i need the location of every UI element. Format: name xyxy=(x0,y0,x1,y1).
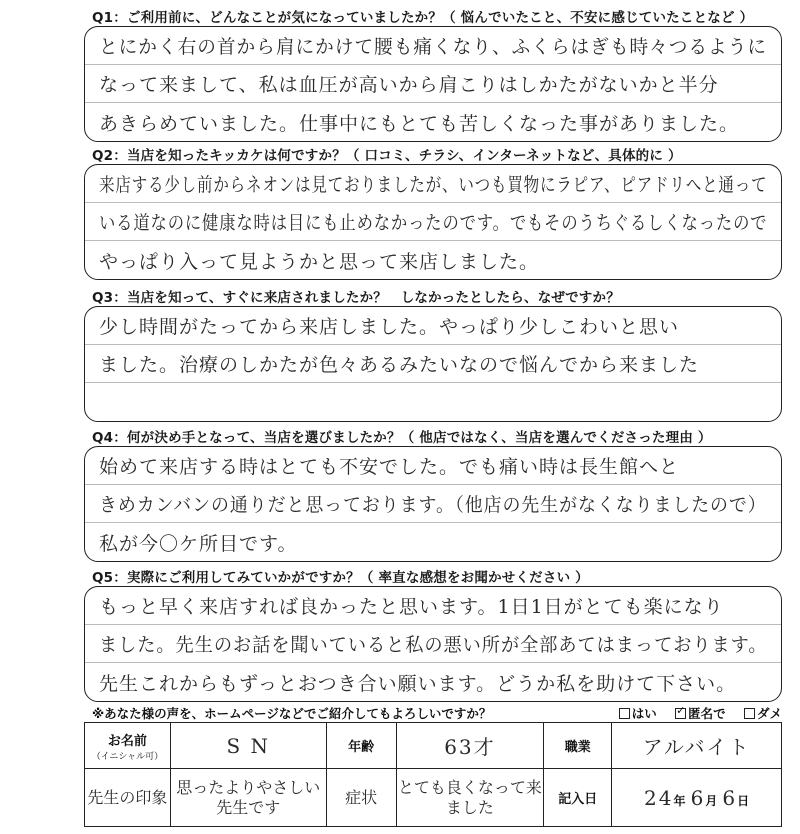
q2-answer-box xyxy=(84,164,782,280)
q5-line-3 xyxy=(85,663,781,701)
q2-label: Q2：当店を知ったキッカケは何ですか？（ 口コミ、チラシ、インターネットなど、具体的に ） xyxy=(92,148,682,164)
q1-line-1 xyxy=(85,27,781,65)
q3-line-2 xyxy=(85,345,781,383)
consent-options xyxy=(605,704,782,722)
info-row-2 xyxy=(85,769,782,827)
date-value xyxy=(612,769,782,827)
q2-line-3 xyxy=(85,241,781,279)
age-label: 年齢 xyxy=(326,723,396,769)
q2-text-1: 来店する少し前からネオンは見ておりましたが、いつも買物にラピア、ピアドリへと通って xyxy=(99,174,768,196)
name-value: S N xyxy=(170,723,326,769)
consent-yes-label: はい xyxy=(631,706,657,721)
name-note: （イニシャル可） xyxy=(91,751,164,762)
impression-value: 思ったよりやさしい先生です xyxy=(170,769,326,827)
date-month: 6 xyxy=(690,785,706,810)
q2-line-2 xyxy=(85,203,781,241)
q1-answer-box xyxy=(84,26,782,142)
consent-anon-label: 匿名で xyxy=(688,706,726,721)
job-value: アルバイト xyxy=(612,723,782,769)
q4-text-1: 始めて来店する時はとても不安でした。でも痛い時は長生館へと xyxy=(99,456,680,478)
impression-label: 先生の印象 xyxy=(85,769,171,827)
q5-text-2: ました。先生のお話を聞いていると私の悪い所が全部あてはまっております。 xyxy=(99,634,768,656)
q4-line-2 xyxy=(85,485,781,523)
checkbox-icon[interactable] xyxy=(744,708,755,719)
q3-line-3 xyxy=(85,383,781,421)
checkbox-icon[interactable] xyxy=(619,708,630,719)
age-value: 63才 xyxy=(396,723,544,769)
q1-text-3: あきらめていました。仕事中にもとても苦しくなった事がありました。 xyxy=(99,112,740,135)
q5-text-3: 先生これからもずっとおつき合い願います。どうか私を助けて下さい。 xyxy=(99,672,737,695)
q4-label: Q4：何が決め手となって、当店を選びましたか？（ 他店ではなく、当店を選んでくださった理由 ） xyxy=(92,430,712,446)
info-row-1 xyxy=(85,723,782,769)
q5-text-1: もっと早く来店すれば良かったと思います。1日1日がとても楽になり xyxy=(99,596,724,618)
q3-answer-box xyxy=(84,306,782,422)
q3-text-2: ました。治療のしかたが色々あるみたいなので悩んでから来ました xyxy=(99,354,700,376)
consent-question: ※あなた様の声を、ホームページなどでご紹介してもよろしいですか？ xyxy=(92,706,492,721)
q4-text-2: きめカンバンの通りだと思っております。（他店の先生がなくなりましたので） xyxy=(99,494,767,516)
q4-line-3 xyxy=(85,523,781,561)
consent-option-yes[interactable] xyxy=(619,706,657,721)
q3-line-1 xyxy=(85,307,781,345)
job-label: 職業 xyxy=(544,723,612,769)
q2-text-2: いる道なのに健康な時は目にも止めなかったのです。でもそのうちぐるしくなったので xyxy=(99,212,768,234)
consent-option-anonymous[interactable] xyxy=(675,706,726,721)
date-month-unit: 月 xyxy=(705,793,718,808)
q1-line-3 xyxy=(85,103,781,141)
name-label: お名前 xyxy=(107,733,147,749)
q2-line-1 xyxy=(85,165,781,203)
consent-option-no[interactable] xyxy=(744,706,782,721)
q5-line-2 xyxy=(85,625,781,663)
q2-text-3: やっぱり入って見ようかと思って来店しました。 xyxy=(99,250,540,273)
date-day-unit: 日 xyxy=(737,793,750,808)
q1-line-2 xyxy=(85,65,781,103)
checkbox-checked-icon[interactable] xyxy=(675,708,686,719)
q3-label: Q3：当店を知って、すぐに来店されましたか？ しなかったとしたら、なぜですか？ xyxy=(92,290,620,306)
q4-text-3: 私が今〇ケ所目です。 xyxy=(99,532,298,555)
consent-row xyxy=(92,704,782,722)
q5-label: Q5：実際にご利用してみていかがですか？（ 率直な感想をお聞かせください ） xyxy=(92,570,589,586)
date-day: 6 xyxy=(722,785,738,810)
q4-answer-box xyxy=(84,446,782,562)
date-year-unit: 年 xyxy=(673,793,686,808)
q4-line-1 xyxy=(85,447,781,485)
consent-no-label: ダメ xyxy=(756,706,782,721)
q3-text-1: 少し時間がたってから来店しました。やっぱり少しこわいと思い xyxy=(99,316,680,338)
symptom-value: とても良くなって来ました xyxy=(396,769,544,827)
q5-line-1 xyxy=(85,587,781,625)
name-label-cell xyxy=(85,723,171,769)
symptom-label: 症状 xyxy=(326,769,396,827)
date-year: 24 xyxy=(644,785,674,810)
q5-answer-box xyxy=(84,586,782,702)
date-label: 記入日 xyxy=(544,769,612,827)
q1-label: Q1：ご利用前に、どんなことが気になっていましたか？（ 悩んでいたこと、不安に感じていたことなど ） xyxy=(92,10,754,26)
q1-text-2: なって来まして、私は血圧が高いから肩こりはしかたがないかと半分 xyxy=(99,74,719,96)
q1-text-1: とにかく右の首から肩にかけて腰も痛くなり、ふくらはぎも時々つるように xyxy=(99,36,768,58)
info-table xyxy=(84,722,782,827)
